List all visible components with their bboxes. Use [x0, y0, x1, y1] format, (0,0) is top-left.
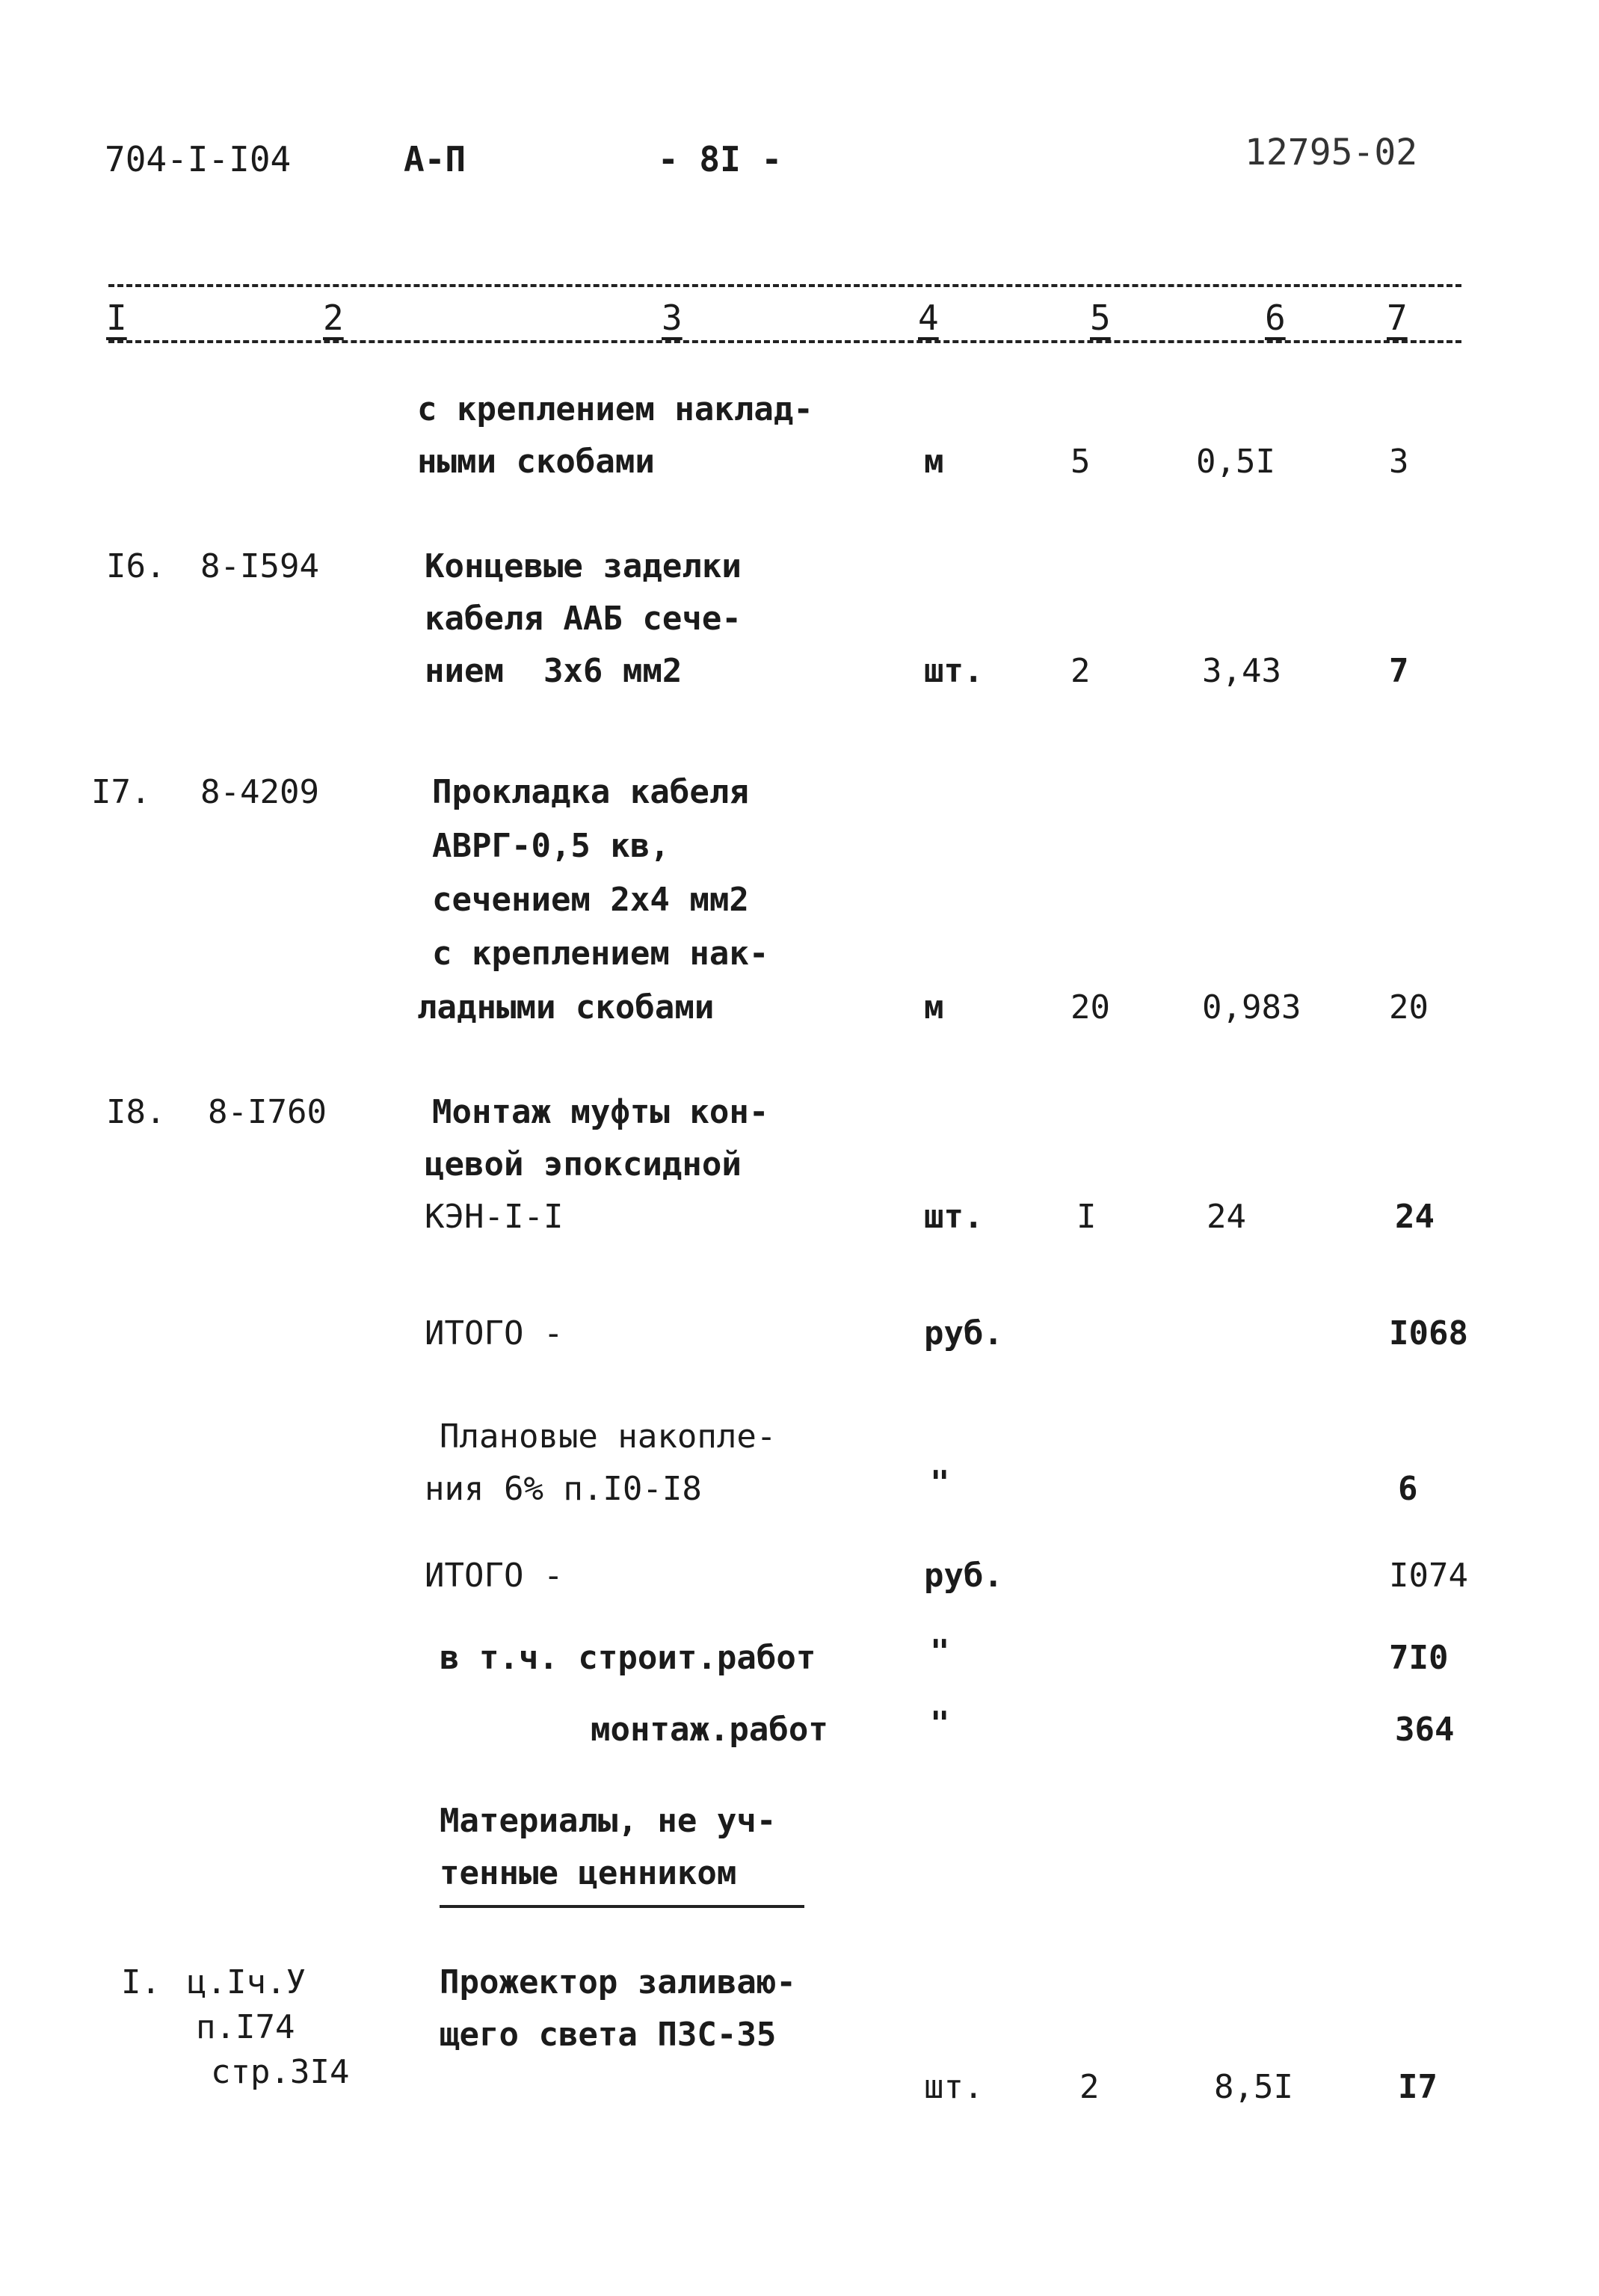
row-16-unit: шт.	[924, 652, 984, 690]
installation-works-label: монтаж.работ	[591, 1711, 828, 1749]
row-17-code: 8-4209	[200, 773, 319, 811]
construction-works-value: 7I0	[1389, 1639, 1449, 1677]
materials-heading-line-1: Материалы, не уч-	[440, 1802, 777, 1840]
row-1-total: 3	[1389, 443, 1409, 481]
row-16-desc-line-1: Концевые заделки	[425, 547, 742, 585]
row-18-desc-line-3: КЭН-I-I	[425, 1198, 564, 1236]
planned-savings-value: 6	[1398, 1470, 1418, 1508]
row-1-desc-line-1: с креплением наклад-	[417, 390, 813, 428]
materials-heading-underline	[440, 1905, 804, 1908]
planned-savings-unit: "	[930, 1464, 950, 1502]
row-18-total: 24	[1395, 1198, 1435, 1236]
row-16-total: 7	[1389, 652, 1409, 690]
row-1-unit: м	[924, 443, 944, 481]
document-section: А-П	[404, 139, 466, 179]
material-1-qty: 2	[1079, 2068, 1100, 2106]
row-1-qty: 5	[1070, 443, 1091, 481]
material-1-ref-line-1: ц.Iч.У	[187, 1963, 306, 2001]
construction-works-unit: "	[930, 1633, 950, 1671]
row-16-price: 3,43	[1202, 652, 1281, 690]
installation-works-value: 364	[1395, 1711, 1455, 1749]
summary-total-2-label: ИТОГО -	[425, 1557, 564, 1595]
row-16-desc-line-3: нием 3х6 мм2	[425, 652, 683, 690]
summary-total-value: I068	[1389, 1314, 1468, 1352]
material-1-unit: шт.	[924, 2068, 984, 2106]
row-16-num: I6.	[106, 547, 166, 585]
row-17-qty: 20	[1070, 988, 1110, 1027]
page-number: - 8I -	[658, 139, 783, 179]
row-17-price: 0,983	[1202, 988, 1301, 1027]
row-17-desc-line-4: с креплением нак-	[432, 935, 769, 973]
row-16-code: 8-I594	[200, 547, 319, 585]
archive-number: 12795-02	[1245, 132, 1418, 173]
row-17-total: 20	[1389, 988, 1429, 1027]
row-17-unit: м	[924, 988, 944, 1027]
summary-total-2-unit: руб.	[924, 1557, 1003, 1595]
column-number-3: 3	[662, 298, 683, 338]
construction-works-label: в т.ч. строит.работ	[440, 1639, 816, 1677]
header-rule	[108, 284, 1461, 287]
row-17-desc-line-2: АВРГ-0,5 кв,	[432, 827, 670, 865]
column-number-5: 5	[1090, 298, 1111, 338]
column-number-4: 4	[918, 298, 939, 338]
row-17-desc-line-1: Прокладка кабеля	[432, 773, 749, 811]
row-16-desc-line-2: кабеля ААБ сече-	[425, 600, 742, 638]
planned-savings-label-line-1: Плановые накопле-	[440, 1418, 777, 1456]
row-17-num: I7.	[91, 773, 151, 811]
summary-total-2-value: I074	[1389, 1557, 1468, 1595]
row-18-price: 24	[1207, 1198, 1246, 1236]
column-number-6: 6	[1265, 298, 1286, 338]
material-1-desc-line-2: щего света ПЗС-35	[440, 2016, 777, 2054]
installation-works-unit: "	[930, 1705, 950, 1743]
material-1-ref-line-2: п.I74	[196, 2008, 295, 2046]
column-number-2: 2	[323, 298, 344, 338]
row-18-desc-line-2: цевой эпоксидной	[425, 1145, 742, 1184]
row-18-num: I8.	[106, 1093, 166, 1131]
row-1-price: 0,5I	[1196, 443, 1275, 481]
column-number-7: 7	[1387, 298, 1408, 338]
row-18-code: 8-I760	[208, 1093, 327, 1131]
material-1-desc-line-1: Прожектор заливаю-	[440, 1963, 796, 2001]
materials-heading-line-2: тенные ценником	[440, 1854, 737, 1892]
material-1-total: I7	[1398, 2068, 1438, 2106]
column-rule	[108, 340, 1461, 343]
row-16-qty: 2	[1070, 652, 1091, 690]
summary-total-unit: руб.	[924, 1314, 1003, 1352]
row-1-desc-line-2: ными скобами	[417, 443, 655, 481]
material-1-ref-line-3: стр.3I4	[211, 2053, 350, 2091]
material-1-price: 8,5I	[1214, 2068, 1293, 2106]
row-18-unit: шт.	[924, 1198, 984, 1236]
row-17-desc-line-3: сечением 2х4 мм2	[432, 881, 749, 919]
planned-savings-label-line-2: ния 6% п.I0-I8	[425, 1470, 702, 1508]
material-1-num: I.	[121, 1963, 161, 2001]
row-18-desc-line-1: Монтаж муфты кон-	[432, 1093, 769, 1131]
row-18-qty: I	[1076, 1198, 1097, 1236]
column-number-1: I	[106, 298, 127, 338]
row-17-desc-line-5: ладными скобами	[417, 988, 715, 1027]
document-code: 704-I-I04	[105, 139, 292, 179]
summary-total-label: ИТОГО -	[425, 1314, 564, 1352]
